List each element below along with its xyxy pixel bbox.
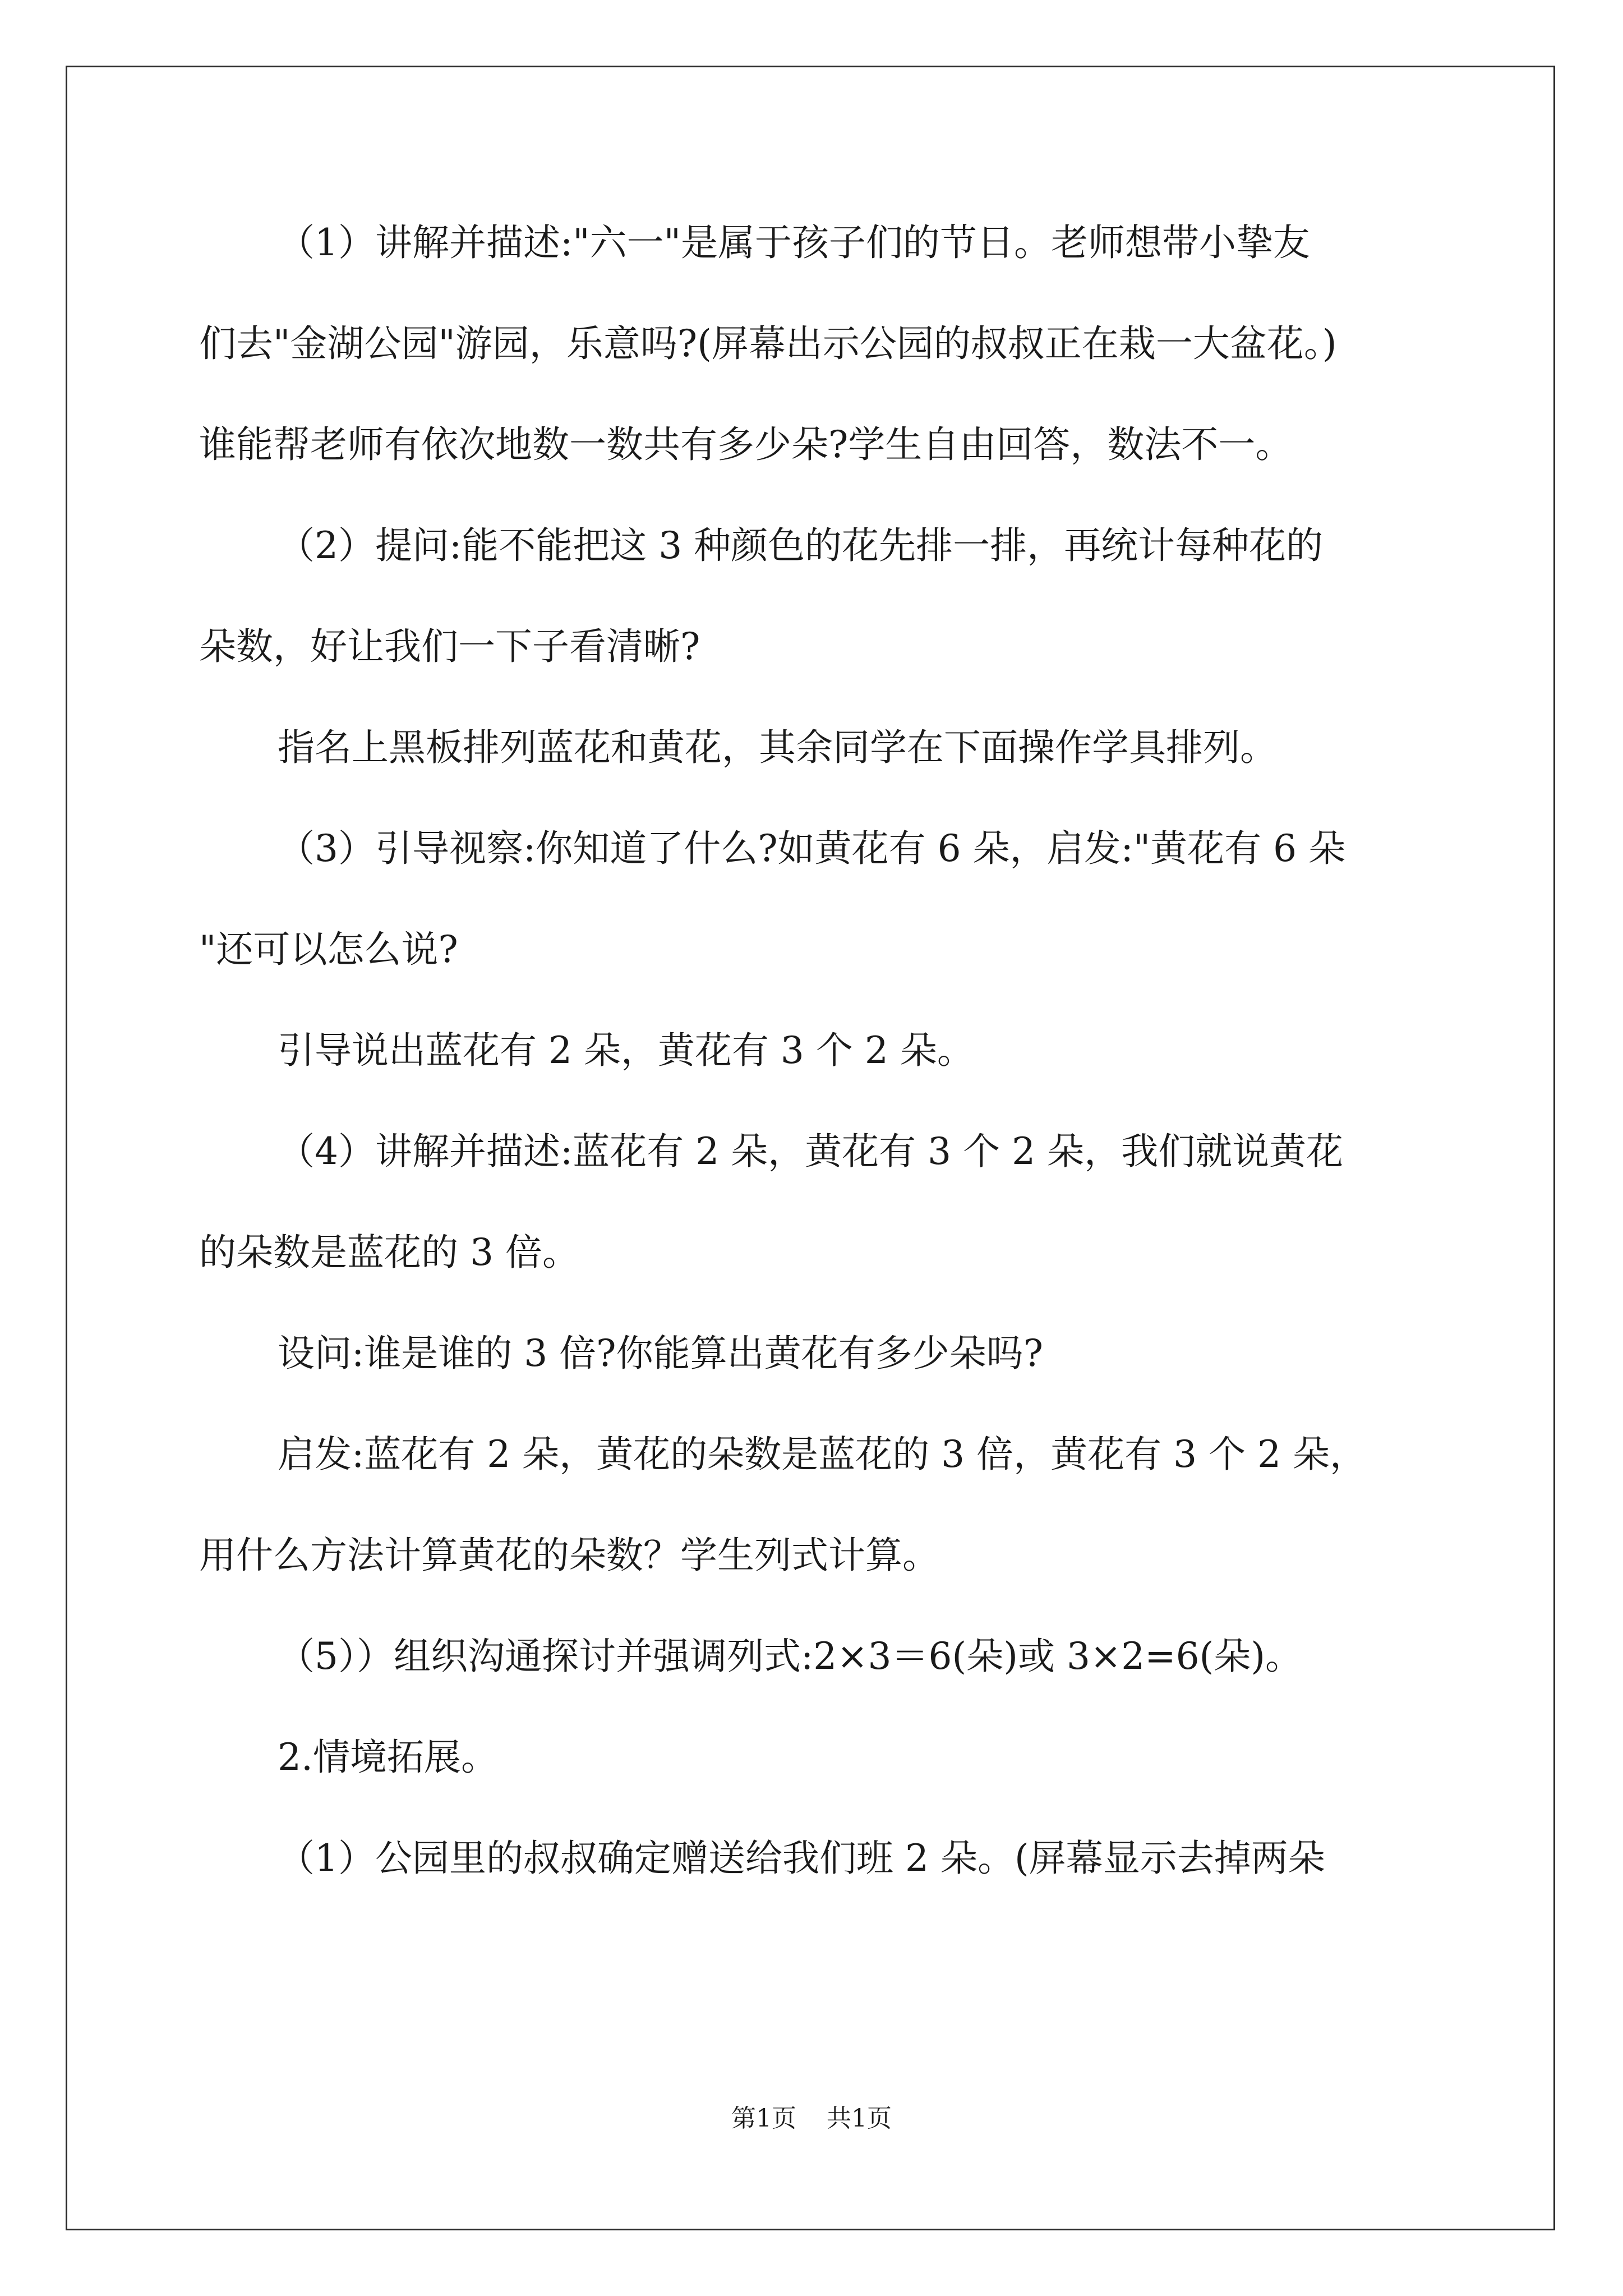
paragraph-line: 2.情境拓展。 xyxy=(278,1736,498,1779)
paragraph-line: 启发:蓝花有 2 朵，黄花的朵数是蓝花的 3 倍，黄花有 3 个 2 朵， xyxy=(278,1433,1367,1476)
paragraph-line: 引导说出蓝花有 2 朵，黄花有 3 个 2 朵。 xyxy=(278,1029,974,1072)
paragraph-line: 设问:谁是谁的 3 倍?你能算出黄花有多少朵吗? xyxy=(278,1332,1043,1375)
paragraph-line: （1）讲解并描述:"六一"是属于孩子们的节日。老师想带小挚友 xyxy=(278,221,1310,264)
document-body xyxy=(199,218,1489,1884)
paragraph-line: 们去"金湖公园"游园，乐意吗?(屏幕出示公园的叔叔正在栽一大盆花。) xyxy=(199,322,1337,365)
paragraph-line: （3）引导视察:你知道了什么?如黄花有 6 朵，启发:"黄花有 6 朵 xyxy=(278,827,1346,870)
page-number-current: 第1页 xyxy=(731,2104,796,2133)
paragraph-line: （1）公园里的叔叔确定赠送给我们班 2 朵。(屏幕显示去掉两朵 xyxy=(278,1837,1325,1880)
page-number-total: 共1页 xyxy=(827,2104,892,2133)
paragraph-line: 的朵数是蓝花的 3 倍。 xyxy=(199,1231,579,1274)
paragraph-line: 指名上黑板排列蓝花和黄花，其余同学在下面操作学具排列。 xyxy=(278,726,1277,769)
paragraph-line: 用什么方法计算黄花的朵数？学生列式计算。 xyxy=(199,1534,939,1577)
paragraph-line: （5））组织沟通探讨并强调列式:2×3＝6(朵)或 3×2=6(朵)。 xyxy=(278,1635,1303,1678)
page-footer xyxy=(0,2102,1623,2136)
paragraph-line: 谁能帮老师有依次地数一数共有多少朵?学生自由回答，数法不一。 xyxy=(199,423,1293,466)
paragraph-line: （4）讲解并描述:蓝花有 2 朵，黄花有 3 个 2 朵，我们就说黄花 xyxy=(278,1130,1344,1173)
paragraph-line: "还可以怎么说? xyxy=(199,928,458,971)
paragraph-line: （2）提问:能不能把这 3 种颜色的花先排一排，再统计每种花的 xyxy=(278,524,1324,567)
paragraph-line: 朵数，好让我们一下子看清晰? xyxy=(199,625,700,668)
